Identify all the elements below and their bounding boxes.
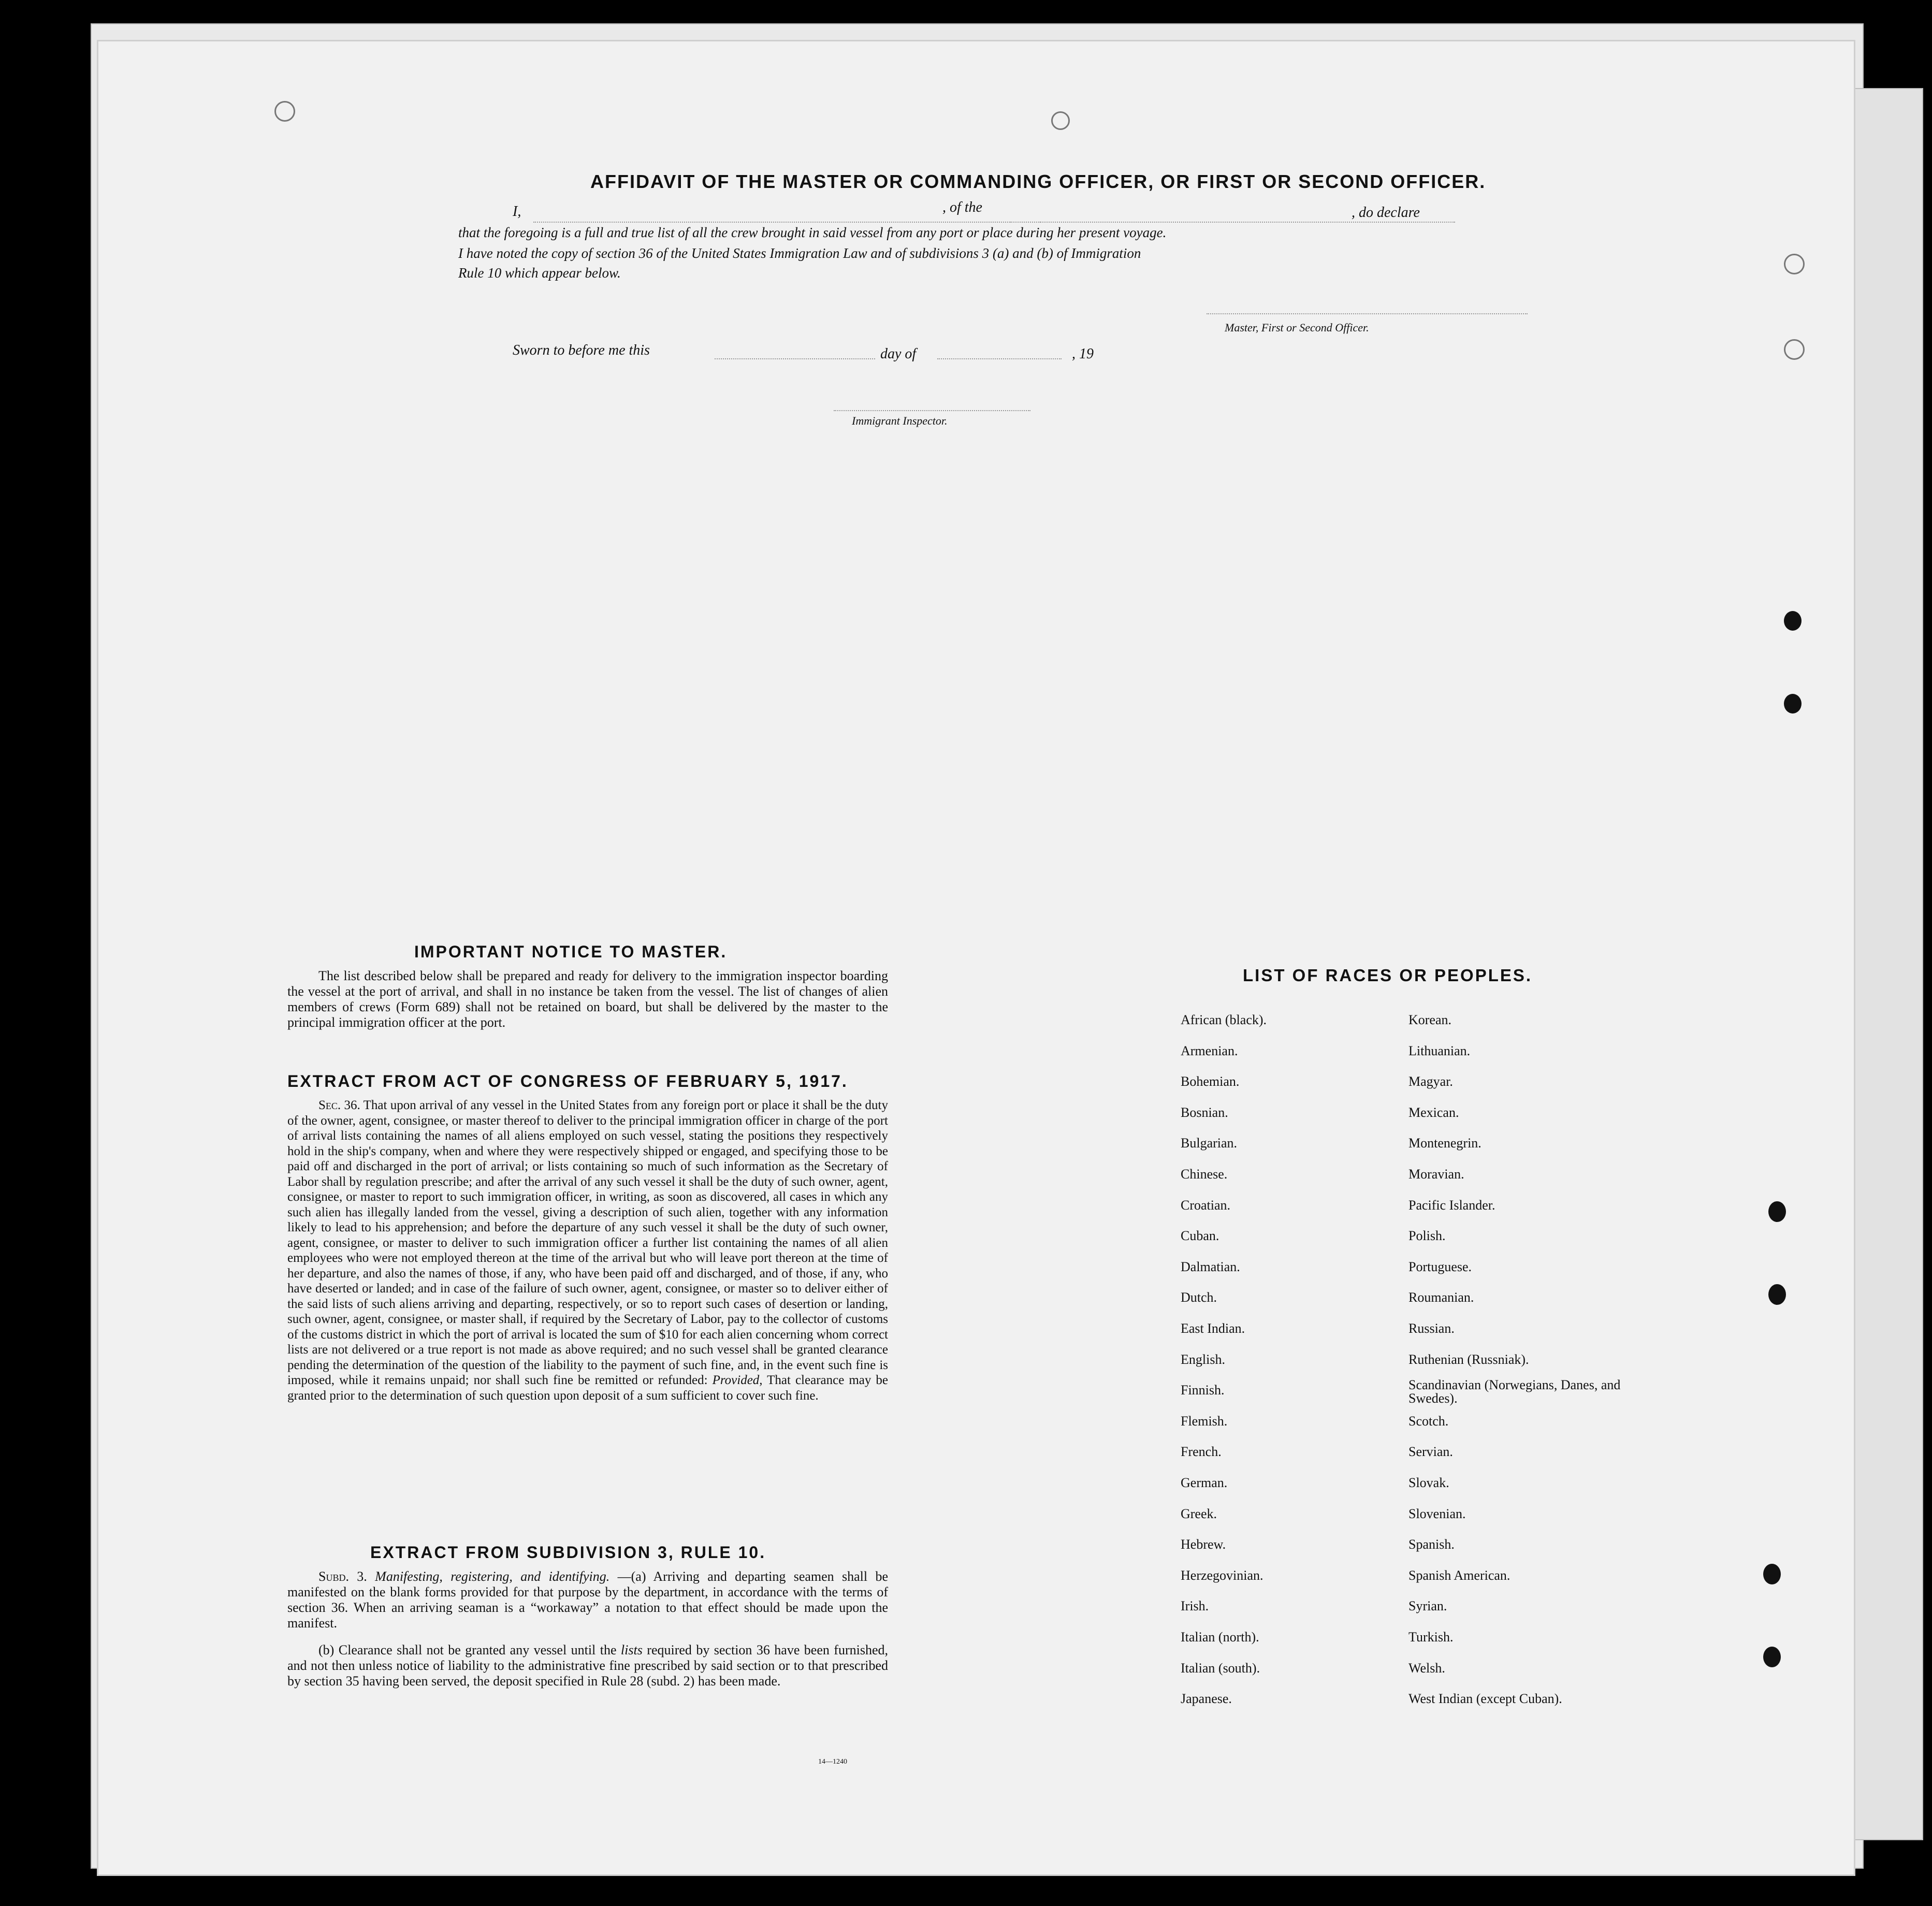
binder-hole: [1784, 694, 1802, 714]
race-item: Ruthenian (Russniak).: [1408, 1351, 1529, 1367]
race-item: African (black).: [1181, 1012, 1267, 1027]
race-item: Mexican.: [1408, 1104, 1459, 1120]
signature-blank[interactable]: [1207, 313, 1528, 314]
race-item: Magyar.: [1408, 1074, 1453, 1089]
race-item: Greek.: [1181, 1506, 1217, 1521]
binder-hole: [274, 101, 295, 122]
affidavit-line2: that the foregoing is a full and true list of all the crew brought in said vessel from any port or place during her present voyage.: [458, 225, 1167, 240]
race-item: Italian (south).: [1181, 1660, 1260, 1676]
affidavit-title: AFFIDAVIT OF THE MASTER OR COMMANDING OFFICER, OR FIRST OR SECOND OFFICER.: [590, 171, 1486, 192]
bleed-through-text: [311, 140, 321, 172]
race-item: Scandinavian (Norwegians, Danes, and Swedes).: [1408, 1377, 1621, 1406]
extract-rule-body-b: [287, 1642, 888, 1689]
extract-act-title: EXTRACT FROM ACT OF CONGRESS OF FEBRUARY 5, 1917.: [287, 1072, 848, 1090]
race-item: Dutch.: [1181, 1290, 1217, 1305]
race-item: Hebrew.: [1181, 1537, 1226, 1552]
form-code: 14—1240: [818, 1758, 847, 1766]
race-item: Finnish.: [1181, 1383, 1225, 1398]
race-item: Portuguese.: [1408, 1259, 1472, 1274]
race-item: Syrian.: [1408, 1598, 1447, 1614]
affidavit-line4: Rule 10 which appear below.: [458, 265, 621, 281]
binder-hole: [1763, 1564, 1781, 1584]
provided-word: Provided,: [712, 1373, 763, 1387]
race-item: Roumanian.: [1408, 1290, 1474, 1305]
extract-act-body: [287, 1098, 888, 1403]
notice-text: The list described below shall be prepared and ready for delivery to the immigration inspector boarding the vessel at the port of arrival, and shall in no instance be taken from the vessel. The list of changes of alien members of crews (Form 689) shall not be retained on board, but shall be delivered by the master to the principal immigration officer at the port.: [287, 968, 888, 1030]
race-item: Dalmatian.: [1181, 1259, 1240, 1274]
race-item: Slovenian.: [1408, 1506, 1466, 1521]
binder-hole: [1784, 254, 1805, 274]
race-item: Welsh.: [1408, 1660, 1445, 1676]
race-item: Korean.: [1408, 1012, 1452, 1027]
race-item: French.: [1181, 1444, 1222, 1460]
binder-hole: [1768, 1201, 1786, 1222]
inspector-blank[interactable]: [834, 410, 1030, 411]
race-item: Japanese.: [1181, 1691, 1232, 1707]
sworn-text: Sworn to before me this: [513, 342, 650, 358]
race-item: Montenegrin.: [1408, 1136, 1481, 1151]
binder-hole: [1784, 611, 1802, 631]
binder-hole: [1784, 339, 1805, 360]
race-item: East Indian.: [1181, 1321, 1245, 1336]
subd-label: Subd. 3.: [318, 1569, 367, 1584]
race-item: Bosnian.: [1181, 1104, 1228, 1120]
race-item: Turkish.: [1408, 1629, 1454, 1645]
month-blank[interactable]: [937, 358, 1062, 359]
rule-text-a: —(a) Arriving and departing seamen shall be manifested on the blank forms provided for that purpose by the department, in accordance with the terms of section 36. When an arriving seaman is a “workaway” a notation to that effect should be made upon the manifest.: [287, 1569, 889, 1631]
race-item: English.: [1181, 1351, 1225, 1367]
rule-text-b-lists: lists: [620, 1642, 643, 1657]
affidavit-declare: , do declare: [1352, 205, 1420, 221]
race-item: West Indian (except Cuban).: [1408, 1691, 1562, 1707]
race-item: Polish.: [1408, 1228, 1446, 1244]
race-item: Croatian.: [1181, 1197, 1231, 1213]
signature-label: Master, First or Second Officer.: [1225, 321, 1369, 334]
extract-rule-title: EXTRACT FROM SUBDIVISION 3, RULE 10.: [370, 1543, 766, 1562]
affidavit-i: I,: [513, 203, 521, 220]
race-item: Russian.: [1408, 1321, 1455, 1336]
race-item: Scotch.: [1408, 1413, 1449, 1429]
inspector-label: Immigrant Inspector.: [852, 414, 948, 427]
race-item: Moravian.: [1408, 1167, 1464, 1182]
race-item: Servian.: [1408, 1444, 1453, 1460]
binder-hole: [1051, 111, 1070, 130]
extract-act-text: That upon arrival of any vessel in the United States from any foreign port or place it shall be the duty of the owner, agent, consignee, or master thereof to deliver to the principal immigration officer in charge of the port of arrival lists containing the names of all aliens employed on such vessel, stating the positions they respectively hold in the ship's company, when and where they were respectively shipped or engaged, and specifying those to be paid off and discharged in the port of arrival; or lists containing so much of such information as the Secretary of Labor shall by regulation prescribe; and after the arrival of any such vessel it shall be the duty of such owner, agent, consignee, or master to report to such immigration officer, in writing, as soon as discovered, all cases in which any such alien has illegally landed from the vessel, giving a description of such alien, together with any information likely to lead to his apprehension; and before the departure of any such vessel it shall be the duty of such owner, agent, consignee, or master to deliver to such immigration officer a further list containing the names of all alien employees who were not employed thereon at the time of the arrival but who will leave port thereon at the time of her departure, and also the names of those, if any, who have been paid off and discharged, and of those, if any, who have deserted or landed; and in case of the failure of such owner, agent, consignee, or master so to deliver either of the said lists of such aliens arriving and departing, respectively, or so to report such cases of desertion or landing, such owner, agent, consignee, or master shall, if required by the Secretary of Labor, pay to the collector of customs of the customs district in which the port of arrival is located the sum of $10 for each alien concerning whom correct lists are not delivered or a true report is not made as above required; and no such vessel shall be granted clearance pending the determination of the question of the liability to the payment of such fine, and, in the event such fine is imposed, while it remains unpaid; nor shall such fine be remitted or refunded:: [287, 1098, 888, 1387]
race-item: German.: [1181, 1475, 1228, 1490]
affidavit-of-the: , of the: [942, 199, 982, 215]
race-item: Bohemian.: [1181, 1074, 1240, 1089]
race-item: Slovak.: [1408, 1475, 1449, 1490]
race-item: Spanish American.: [1408, 1567, 1510, 1583]
race-item: Herzegovinian.: [1181, 1567, 1263, 1583]
document-page: [98, 41, 1854, 1874]
race-item: Flemish.: [1181, 1413, 1228, 1429]
rule-text-b-start: (b) Clearance shall not be granted any vessel until the: [318, 1642, 617, 1657]
race-item: Pacific Islander.: [1408, 1197, 1495, 1213]
binder-hole: [1768, 1284, 1786, 1305]
rule-text-b-end: required by section 36 have been furnished, and not then unless notice of liability to the administrative fine prescribed by said section or to that prescribed by section 35 having been served, the deposit specified in Rule 28 (subd. 2) has been made.: [287, 1642, 889, 1689]
sworn-day-blank[interactable]: [715, 358, 875, 359]
race-item: Armenian.: [1181, 1043, 1238, 1058]
race-item: Spanish.: [1408, 1537, 1455, 1552]
sec-label: Sec. 36.: [318, 1098, 360, 1112]
race-item: Bulgarian.: [1181, 1136, 1238, 1151]
race-item: Irish.: [1181, 1598, 1209, 1614]
day-of-text: day of: [880, 346, 917, 362]
extract-act-text-end: That clearance may be granted prior to the determination of such question upon deposit of a sum sufficient to cover such fine.: [287, 1373, 888, 1403]
races-title: LIST OF RACES OR PEOPLES.: [1243, 966, 1533, 985]
race-item: Lithuanian.: [1408, 1043, 1471, 1058]
subd-heading: Manifesting, registering, and identifying.: [375, 1569, 610, 1584]
race-item: Cuban.: [1181, 1228, 1219, 1244]
year-text: , 19: [1072, 346, 1094, 362]
extract-rule-body: [287, 1569, 888, 1631]
notice-title: IMPORTANT NOTICE TO MASTER.: [414, 942, 728, 961]
affidavit-line3: I have noted the copy of section 36 of the United States Immigration Law and of subdivisions 3 (a) and (b) of Immigration: [458, 245, 1141, 261]
race-item: Chinese.: [1181, 1167, 1228, 1182]
binder-hole: [1763, 1647, 1781, 1667]
race-item: Italian (north).: [1181, 1629, 1259, 1645]
